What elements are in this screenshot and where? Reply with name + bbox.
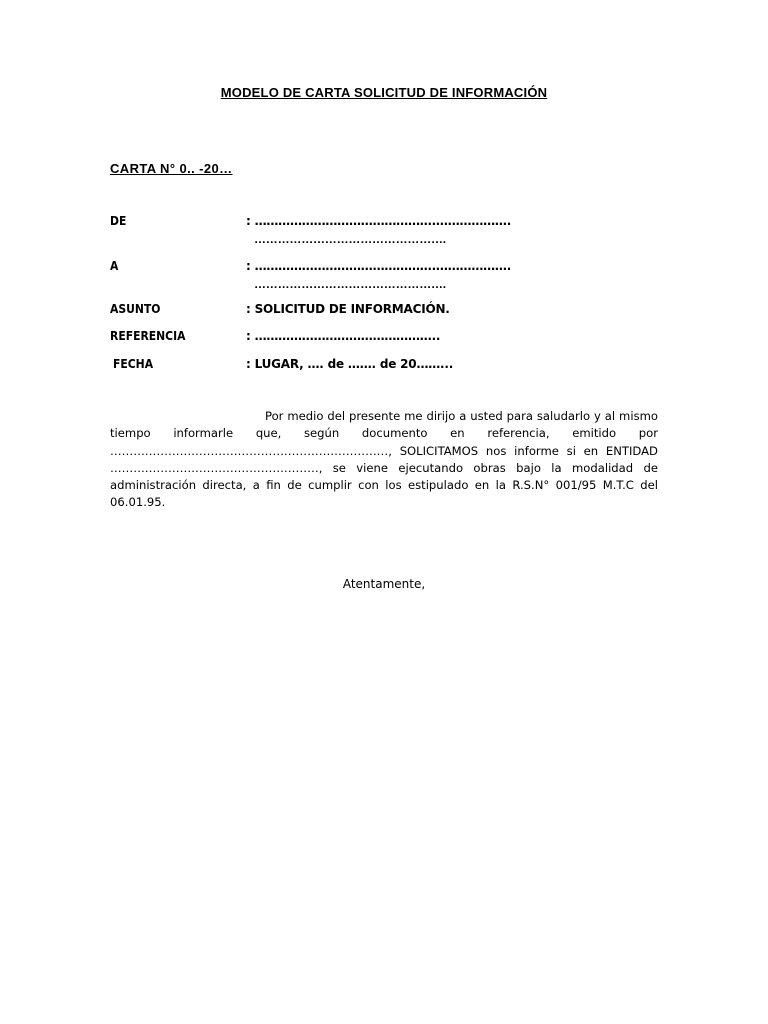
- field-value-a: : ……………………………………….……………….: [246, 259, 512, 273]
- field-label-referencia: REFERENCIA: [110, 329, 186, 343]
- field-label-asunto: ASUNTO: [110, 302, 161, 316]
- field-label-fecha: FECHA: [113, 357, 154, 371]
- closing-salutation: Atentamente,: [342, 577, 426, 591]
- field-value-fecha: : LUGAR, …. de ……. de 20……...: [246, 357, 454, 371]
- field-value-de: : ……………………………………….……………….: [246, 214, 512, 228]
- document-title: MODELO DE CARTA SOLICITUD DE INFORMACIÓN: [220, 85, 548, 100]
- field-value-asunto: : SOLICITUD DE INFORMACIÓN.: [246, 302, 450, 316]
- body-paragraph-container: [110, 408, 658, 512]
- field-value-a-line2: ………………………………………….: [254, 277, 446, 291]
- field-label-a: A: [110, 259, 119, 273]
- field-value-de-line2: ………………………………………….: [254, 232, 446, 246]
- field-label-de: DE: [110, 214, 127, 228]
- field-value-referencia: : ………………………………………..: [246, 329, 441, 343]
- body-paragraph: Por medio del presente me dirijo a usted para saludarlo y al mismo tiempo informarle que, según documento en referencia, emitido por ………………………………………………………………, SOLICITAMOS nos informe si en ENTIDAD ………………………………………………, se viene ejecutando obras bajo la modalidad de administración directa, a fin de cumplir con los estipulado en la R.S.N° 001/95 M.T.C del 06.01.95.: [110, 409, 658, 510]
- carta-number: CARTA N° 0.. -20…: [110, 161, 233, 176]
